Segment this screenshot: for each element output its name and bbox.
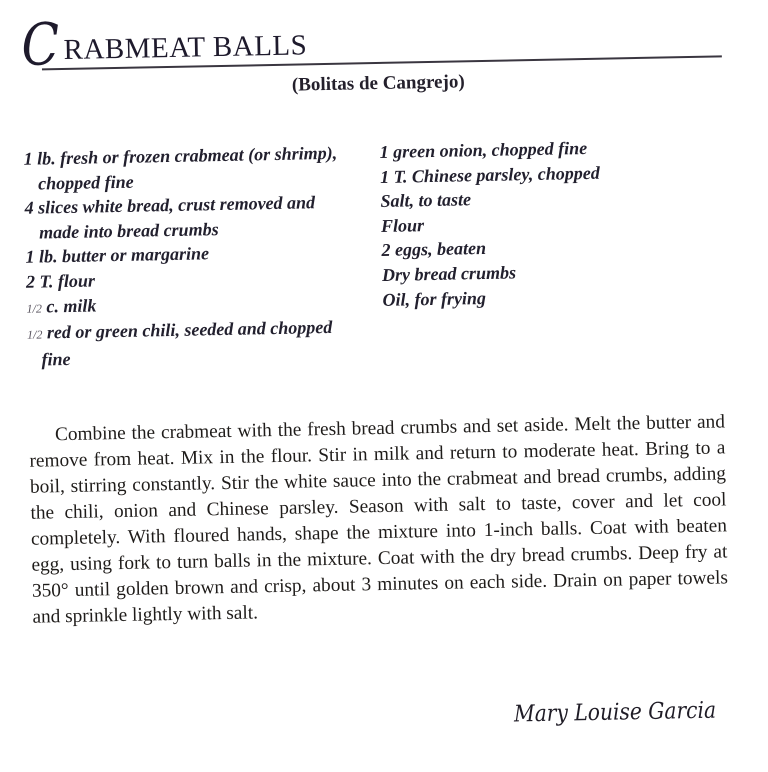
ingredient-item: Dry bread crumbs xyxy=(381,262,517,285)
ingredient-item: 1 lb. butter or margarine xyxy=(25,243,210,268)
ingredient-item: 4 slices white bread, crust removed and made into bread crumbs xyxy=(24,192,316,243)
ingredient-item: 2 eggs, beaten xyxy=(381,238,487,261)
ingredient-item: 2 T. flour xyxy=(25,270,96,292)
recipe-directions: Combine the crabmeat with the fresh bread crumbs and set aside. Melt the butter and remove from heat. Mix in the flour. Stir in milk and return to moderate heat. Bring to a boil, stirring constantly. Stir the white sauce into the crabmeat and bread crumbs, adding the chili, onion and Chinese parsley. Season with salt to taste, cover and let cool completely. With floured hands, shape the mixture into 1-inch balls. Coat with beaten egg, using fork to turn balls in the mixture. Coat with the dry bread crumbs. Deep fry at 350° until golden brown and crisp, about 3 minutes on each side. Drain on paper towels and sprinkle lightly with salt. xyxy=(29,411,729,628)
ingredient-item: Flour xyxy=(380,214,425,236)
fraction: 1/2 xyxy=(26,327,43,342)
title-text: RABMEAT BALLS xyxy=(63,29,308,67)
title-drop-cap: C xyxy=(20,10,60,79)
fraction: 1/2 xyxy=(26,301,43,316)
ingredients-list-left xyxy=(23,140,357,372)
contributor-signature: Mary Louise Garcia xyxy=(514,697,717,728)
ingredient-item: Oil, for frying xyxy=(382,287,487,310)
ingredient-item: 1 lb. fresh or frozen crabmeat (or shrimp), chopped fine xyxy=(23,142,338,194)
ingredient-item: 1/2 c. milk xyxy=(26,294,97,317)
ingredient-item: 1 T. Chinese parsley, chopped xyxy=(379,162,600,187)
ingredient-item: 1/2 red or green chili, seeded and chopped fine xyxy=(26,317,333,370)
ingredients-section xyxy=(23,133,723,370)
ingredient-item: 1 green onion, chopped fine xyxy=(379,137,588,162)
ingredient-item: Salt, to taste xyxy=(380,189,472,212)
recipe-subtitle: (Bolitas de Cangrejo) xyxy=(291,71,465,96)
ingredients-list-right xyxy=(379,134,702,312)
